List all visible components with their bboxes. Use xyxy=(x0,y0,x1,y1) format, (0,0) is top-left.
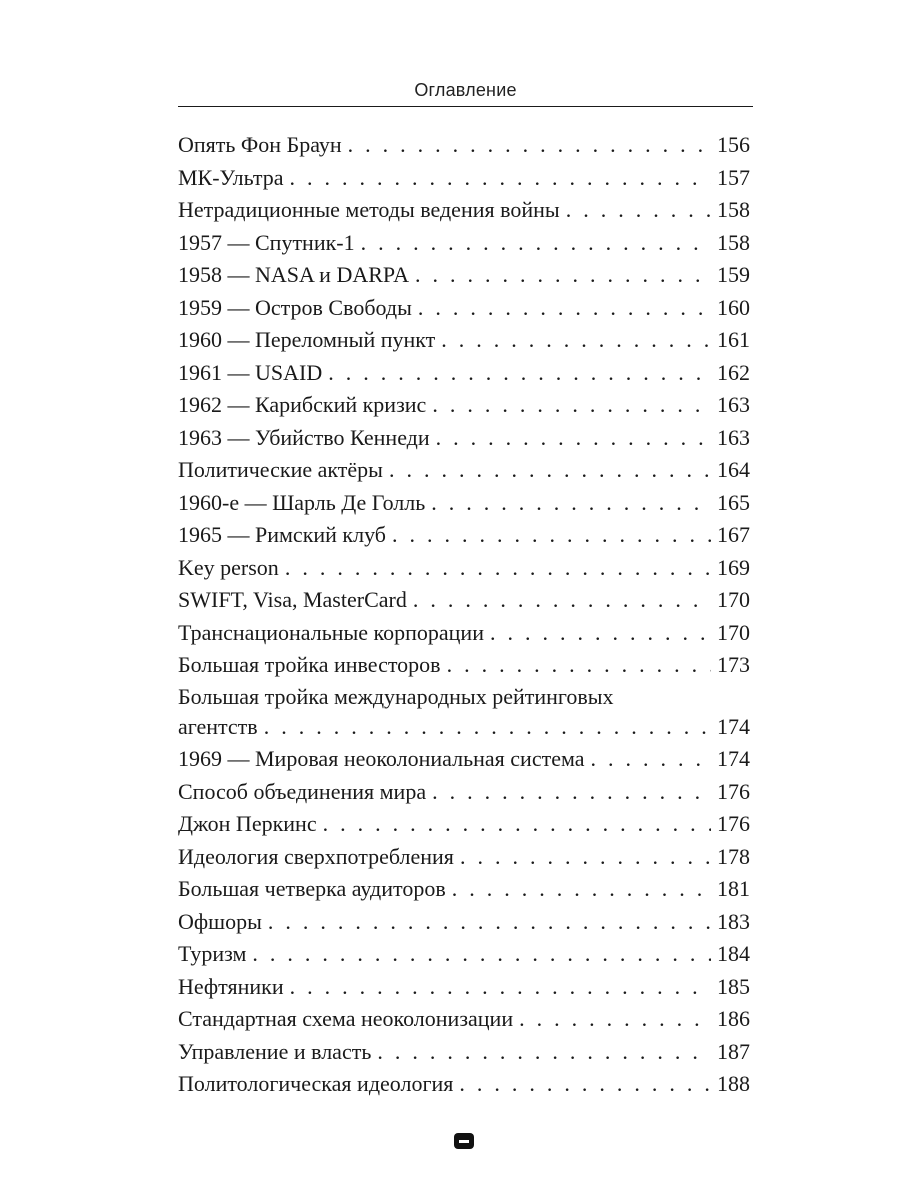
toc-entry[interactable] xyxy=(178,422,750,455)
dot-leader xyxy=(264,711,711,744)
page-marker-icon xyxy=(454,1133,474,1149)
dot-leader xyxy=(447,649,711,682)
toc-entry[interactable] xyxy=(178,194,750,227)
dot-leader xyxy=(392,519,711,552)
toc-entry-wrapped-first-line[interactable] xyxy=(178,682,750,711)
toc-entry-title: 1969 — Мировая неоколониальная система xyxy=(178,746,585,771)
toc-entry-page: 173 xyxy=(717,652,750,677)
toc-entry[interactable] xyxy=(178,454,750,487)
toc-entry[interactable] xyxy=(178,324,750,357)
toc-entry-page: 165 xyxy=(717,489,750,515)
toc-entry-title: 1959 — Остров Свободы xyxy=(178,294,412,320)
toc-entry-page: 159 xyxy=(717,262,750,287)
toc-entry-title: 1965 — Римский клуб xyxy=(178,522,387,547)
toc-entry[interactable] xyxy=(178,971,750,1004)
dot-leader xyxy=(361,227,711,260)
dot-leader xyxy=(436,422,711,455)
toc-entry-page: 160 xyxy=(717,294,750,320)
toc-entry[interactable] xyxy=(178,1068,750,1101)
toc-entry-title: Key person xyxy=(178,554,279,580)
toc-entry[interactable] xyxy=(178,259,750,292)
toc-entry[interactable] xyxy=(178,649,750,682)
toc-entry[interactable] xyxy=(178,584,750,617)
toc-entry-page: 184 xyxy=(717,941,750,966)
toc-entry-title: 1960 — Переломный пункт xyxy=(178,327,436,352)
toc-entry-page: 187 xyxy=(717,1038,750,1064)
dot-leader xyxy=(377,1036,711,1069)
toc-entry-title: Управление и власть xyxy=(178,1038,372,1064)
toc-entry-page: 163 xyxy=(717,392,750,417)
dot-leader xyxy=(519,1003,711,1036)
toc-entry-title: Политические актёры xyxy=(178,457,383,482)
toc-entry-title: Джон Перкинс xyxy=(178,811,317,836)
toc-entry-title: Туризм xyxy=(178,941,247,966)
toc-entry[interactable] xyxy=(178,357,750,390)
toc-entry-title: Нетрадиционные методы ведения войны xyxy=(178,197,560,222)
dot-leader xyxy=(328,357,711,390)
toc-entry[interactable] xyxy=(178,552,750,585)
dot-leader xyxy=(285,552,711,585)
toc-entry[interactable] xyxy=(178,617,750,650)
table-of-contents xyxy=(178,129,750,1101)
dot-leader xyxy=(418,292,711,325)
toc-entry-title: 1958 — NASA и DARPA xyxy=(178,262,410,287)
toc-entry[interactable] xyxy=(178,292,750,325)
toc-entry-page: 178 xyxy=(717,843,750,869)
toc-entry-page: 181 xyxy=(717,876,750,901)
dot-leader xyxy=(431,487,711,520)
toc-entry-page: 176 xyxy=(717,811,750,836)
toc-entry[interactable] xyxy=(178,776,750,809)
toc-entry-title: Большая тройка инвесторов xyxy=(178,652,441,677)
toc-entry[interactable] xyxy=(178,743,750,776)
toc-entry-title: Опять Фон Браун xyxy=(178,132,342,157)
toc-entry-page: 157 xyxy=(717,164,750,190)
toc-entry-title: МК-Ультра xyxy=(178,164,284,190)
toc-entry[interactable] xyxy=(178,808,750,841)
toc-entry[interactable] xyxy=(178,129,750,162)
toc-entry-page: 170 xyxy=(717,587,750,612)
toc-entry-title: Идеология сверхпотребления xyxy=(178,843,454,869)
dot-leader xyxy=(432,389,711,422)
toc-entry-title: Большая тройка международных рейтинговых xyxy=(178,683,614,709)
dot-leader xyxy=(268,906,711,939)
toc-entry[interactable] xyxy=(178,841,750,874)
dot-leader xyxy=(415,259,711,292)
toc-entry-page: 163 xyxy=(717,424,750,450)
toc-entry[interactable] xyxy=(178,1036,750,1069)
toc-entry-page: 158 xyxy=(717,229,750,255)
dot-leader xyxy=(290,971,711,1004)
toc-entry[interactable] xyxy=(178,162,750,195)
toc-entry-page: 186 xyxy=(717,1006,750,1031)
dot-leader xyxy=(490,617,711,650)
running-head: Оглавление xyxy=(414,80,517,100)
toc-entry-page: 158 xyxy=(717,197,750,222)
dot-leader xyxy=(289,162,711,195)
toc-entry-title: агентств xyxy=(178,713,258,739)
toc-entry-title: 1963 — Убийство Кеннеди xyxy=(178,424,430,450)
toc-entry[interactable] xyxy=(178,487,750,520)
toc-entry-wrapped-second-line[interactable] xyxy=(178,711,750,744)
toc-entry-page: 170 xyxy=(717,619,750,645)
toc-entry[interactable] xyxy=(178,906,750,939)
toc-entry-page: 164 xyxy=(717,457,750,482)
dot-leader xyxy=(566,194,711,227)
toc-entry-title: 1957 — Спутник-1 xyxy=(178,229,355,255)
dot-leader xyxy=(413,584,711,617)
toc-entry-title: Политологическая идеология xyxy=(178,1071,454,1096)
header-rule xyxy=(178,106,753,107)
toc-entry-page: 161 xyxy=(717,327,750,352)
toc-entry[interactable] xyxy=(178,227,750,260)
toc-entry-title: SWIFT, Visa, MasterCard xyxy=(178,587,407,612)
toc-entry-title: 1961 — USAID xyxy=(178,359,323,385)
toc-entry-page: 176 xyxy=(717,778,750,804)
dot-leader xyxy=(460,841,711,874)
dot-leader xyxy=(432,776,711,809)
toc-entry-page: 174 xyxy=(717,746,750,771)
toc-entry-title: 1960-е — Шарль Де Голль xyxy=(178,489,426,515)
dot-leader xyxy=(389,454,711,487)
toc-entry-page: 174 xyxy=(717,713,750,739)
toc-entry-title: Стандартная схема неоколонизации xyxy=(178,1006,514,1031)
toc-entry[interactable] xyxy=(178,873,750,906)
toc-entry-title: Транснациональные корпорации xyxy=(178,619,484,645)
toc-entry[interactable] xyxy=(178,519,750,552)
toc-entry-title: Способ объединения мира xyxy=(178,778,427,804)
toc-entry-title: 1962 — Карибский кризис xyxy=(178,392,427,417)
dot-leader xyxy=(252,938,711,971)
dot-leader xyxy=(348,129,711,162)
toc-entry-page: 162 xyxy=(717,359,750,385)
toc-entry[interactable] xyxy=(178,938,750,971)
toc-entry[interactable] xyxy=(178,1003,750,1036)
dot-leader xyxy=(441,324,711,357)
dot-leader xyxy=(323,808,711,841)
toc-entry-page: 188 xyxy=(717,1071,750,1096)
toc-entry-title: Большая четверка аудиторов xyxy=(178,876,446,901)
toc-entry[interactable] xyxy=(178,389,750,422)
toc-entry-title: Офшоры xyxy=(178,908,262,934)
toc-entry-page: 156 xyxy=(717,132,750,157)
toc-entry-page: 169 xyxy=(717,554,750,580)
toc-entry-page: 167 xyxy=(717,522,750,547)
toc-entry-page: 185 xyxy=(717,973,750,999)
dot-leader xyxy=(591,743,711,776)
dot-leader xyxy=(459,1068,711,1101)
toc-entry-page: 183 xyxy=(717,908,750,934)
dot-leader xyxy=(452,873,711,906)
toc-entry-title: Нефтяники xyxy=(178,973,284,999)
